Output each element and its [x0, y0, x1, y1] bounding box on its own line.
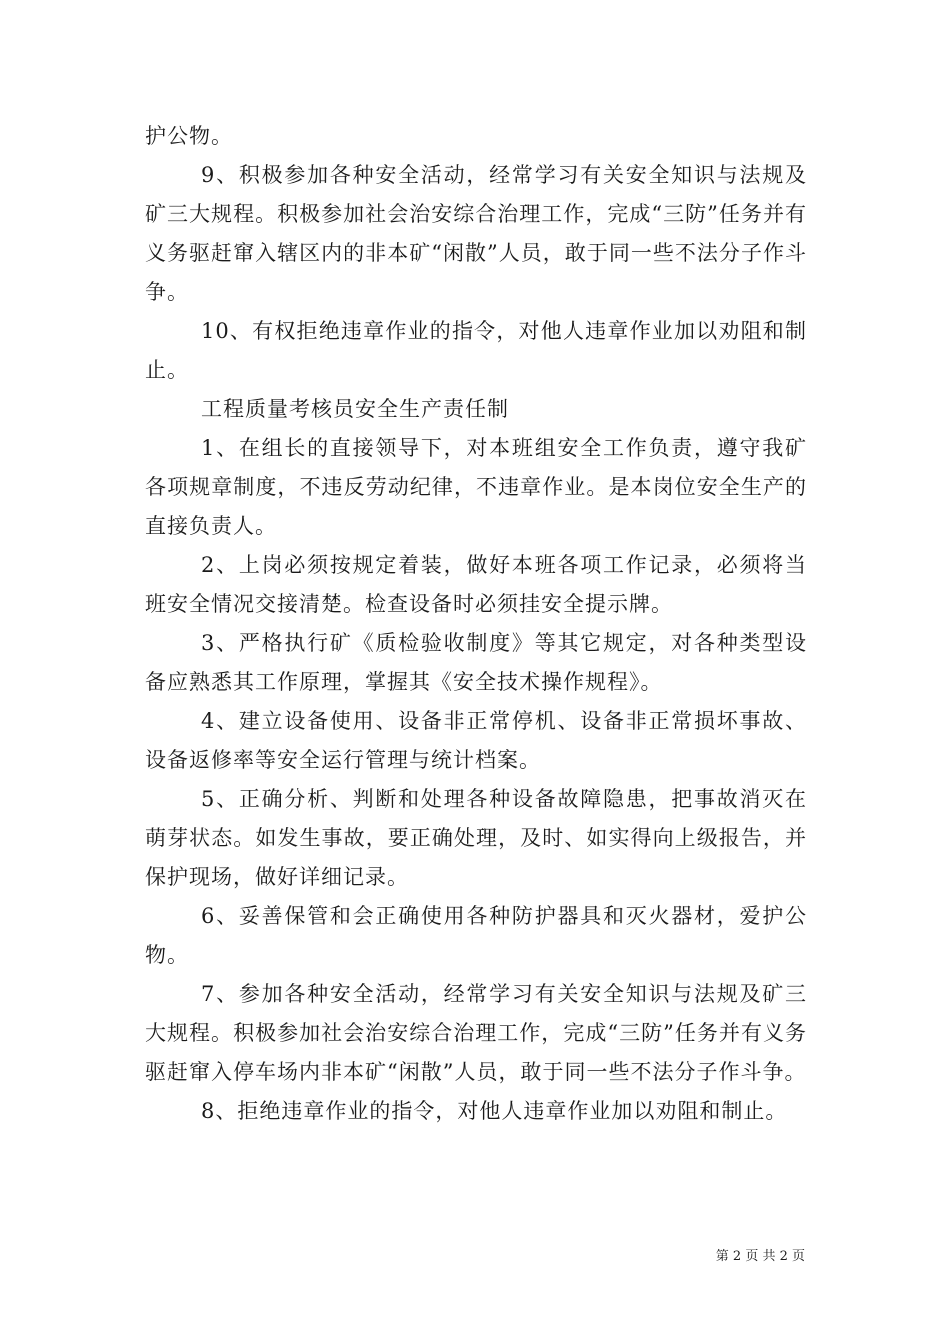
page-number-footer: 第 2 页 共 2 页: [715, 1249, 805, 1264]
document-body: [145, 117, 807, 1131]
paragraph-item-9: 9、积极参加各种安全活动，经常学习有关安全知识与法规及矿三大规程。积极参加社会治安综合治理工作，完成“三防”任务并有义务驱赶窜入辖区内的非本矿“闲散”人员，敢于同一些不法分子作斗争。: [145, 163, 807, 304]
paragraph-item-1: 1、在组长的直接领导下，对本班组安全工作负责，遵守我矿各项规章制度，不违反劳动纪律，不违章作业。是本岗位安全生产的直接负责人。: [145, 436, 807, 538]
paragraph-item-4: 4、建立设备使用、设备非正常停机、设备非正常损坏事故、设备返修率等安全运行管理与统计档案。: [145, 709, 807, 772]
section-title: 工程质量考核员安全生产责任制: [201, 397, 509, 421]
paragraph-item-7: 7、参加各种安全活动，经常学习有关安全知识与法规及矿三大规程。积极参加社会治安综合治理工作，完成“三防”任务并有义务驱赶窜入停车场内非本矿“闲散”人员，敢于同一些不法分子作斗争。: [145, 982, 807, 1084]
paragraph-continuation: 护公物。: [145, 124, 233, 148]
paragraph-item-6: 6、妥善保管和会正确使用各种防护器具和灭火器材，爱护公物。: [145, 904, 807, 967]
paragraph-item-5: 5、正确分析、判断和处理各种设备故障隐患，把事故消灭在萌芽状态。如发生事故，要正确处理，及时、如实得向上级报告，并保护现场，做好详细记录。: [145, 787, 807, 889]
paragraph-item-3: 3、严格执行矿《质检验收制度》等其它规定，对各种类型设备应熟悉其工作原理，掌握其《安全技术操作规程》。: [145, 631, 807, 694]
paragraph-item-10: 10、有权拒绝违章作业的指令，对他人违章作业加以劝阻和制止。: [145, 319, 807, 382]
paragraph-item-2: 2、上岗必须按规定着装，做好本班各项工作记录，必须将当班安全情况交接清楚。检查设备时必须挂安全提示牌。: [145, 553, 807, 616]
paragraph-item-8: 8、拒绝违章作业的指令，对他人违章作业加以劝阻和制止。: [201, 1099, 788, 1123]
